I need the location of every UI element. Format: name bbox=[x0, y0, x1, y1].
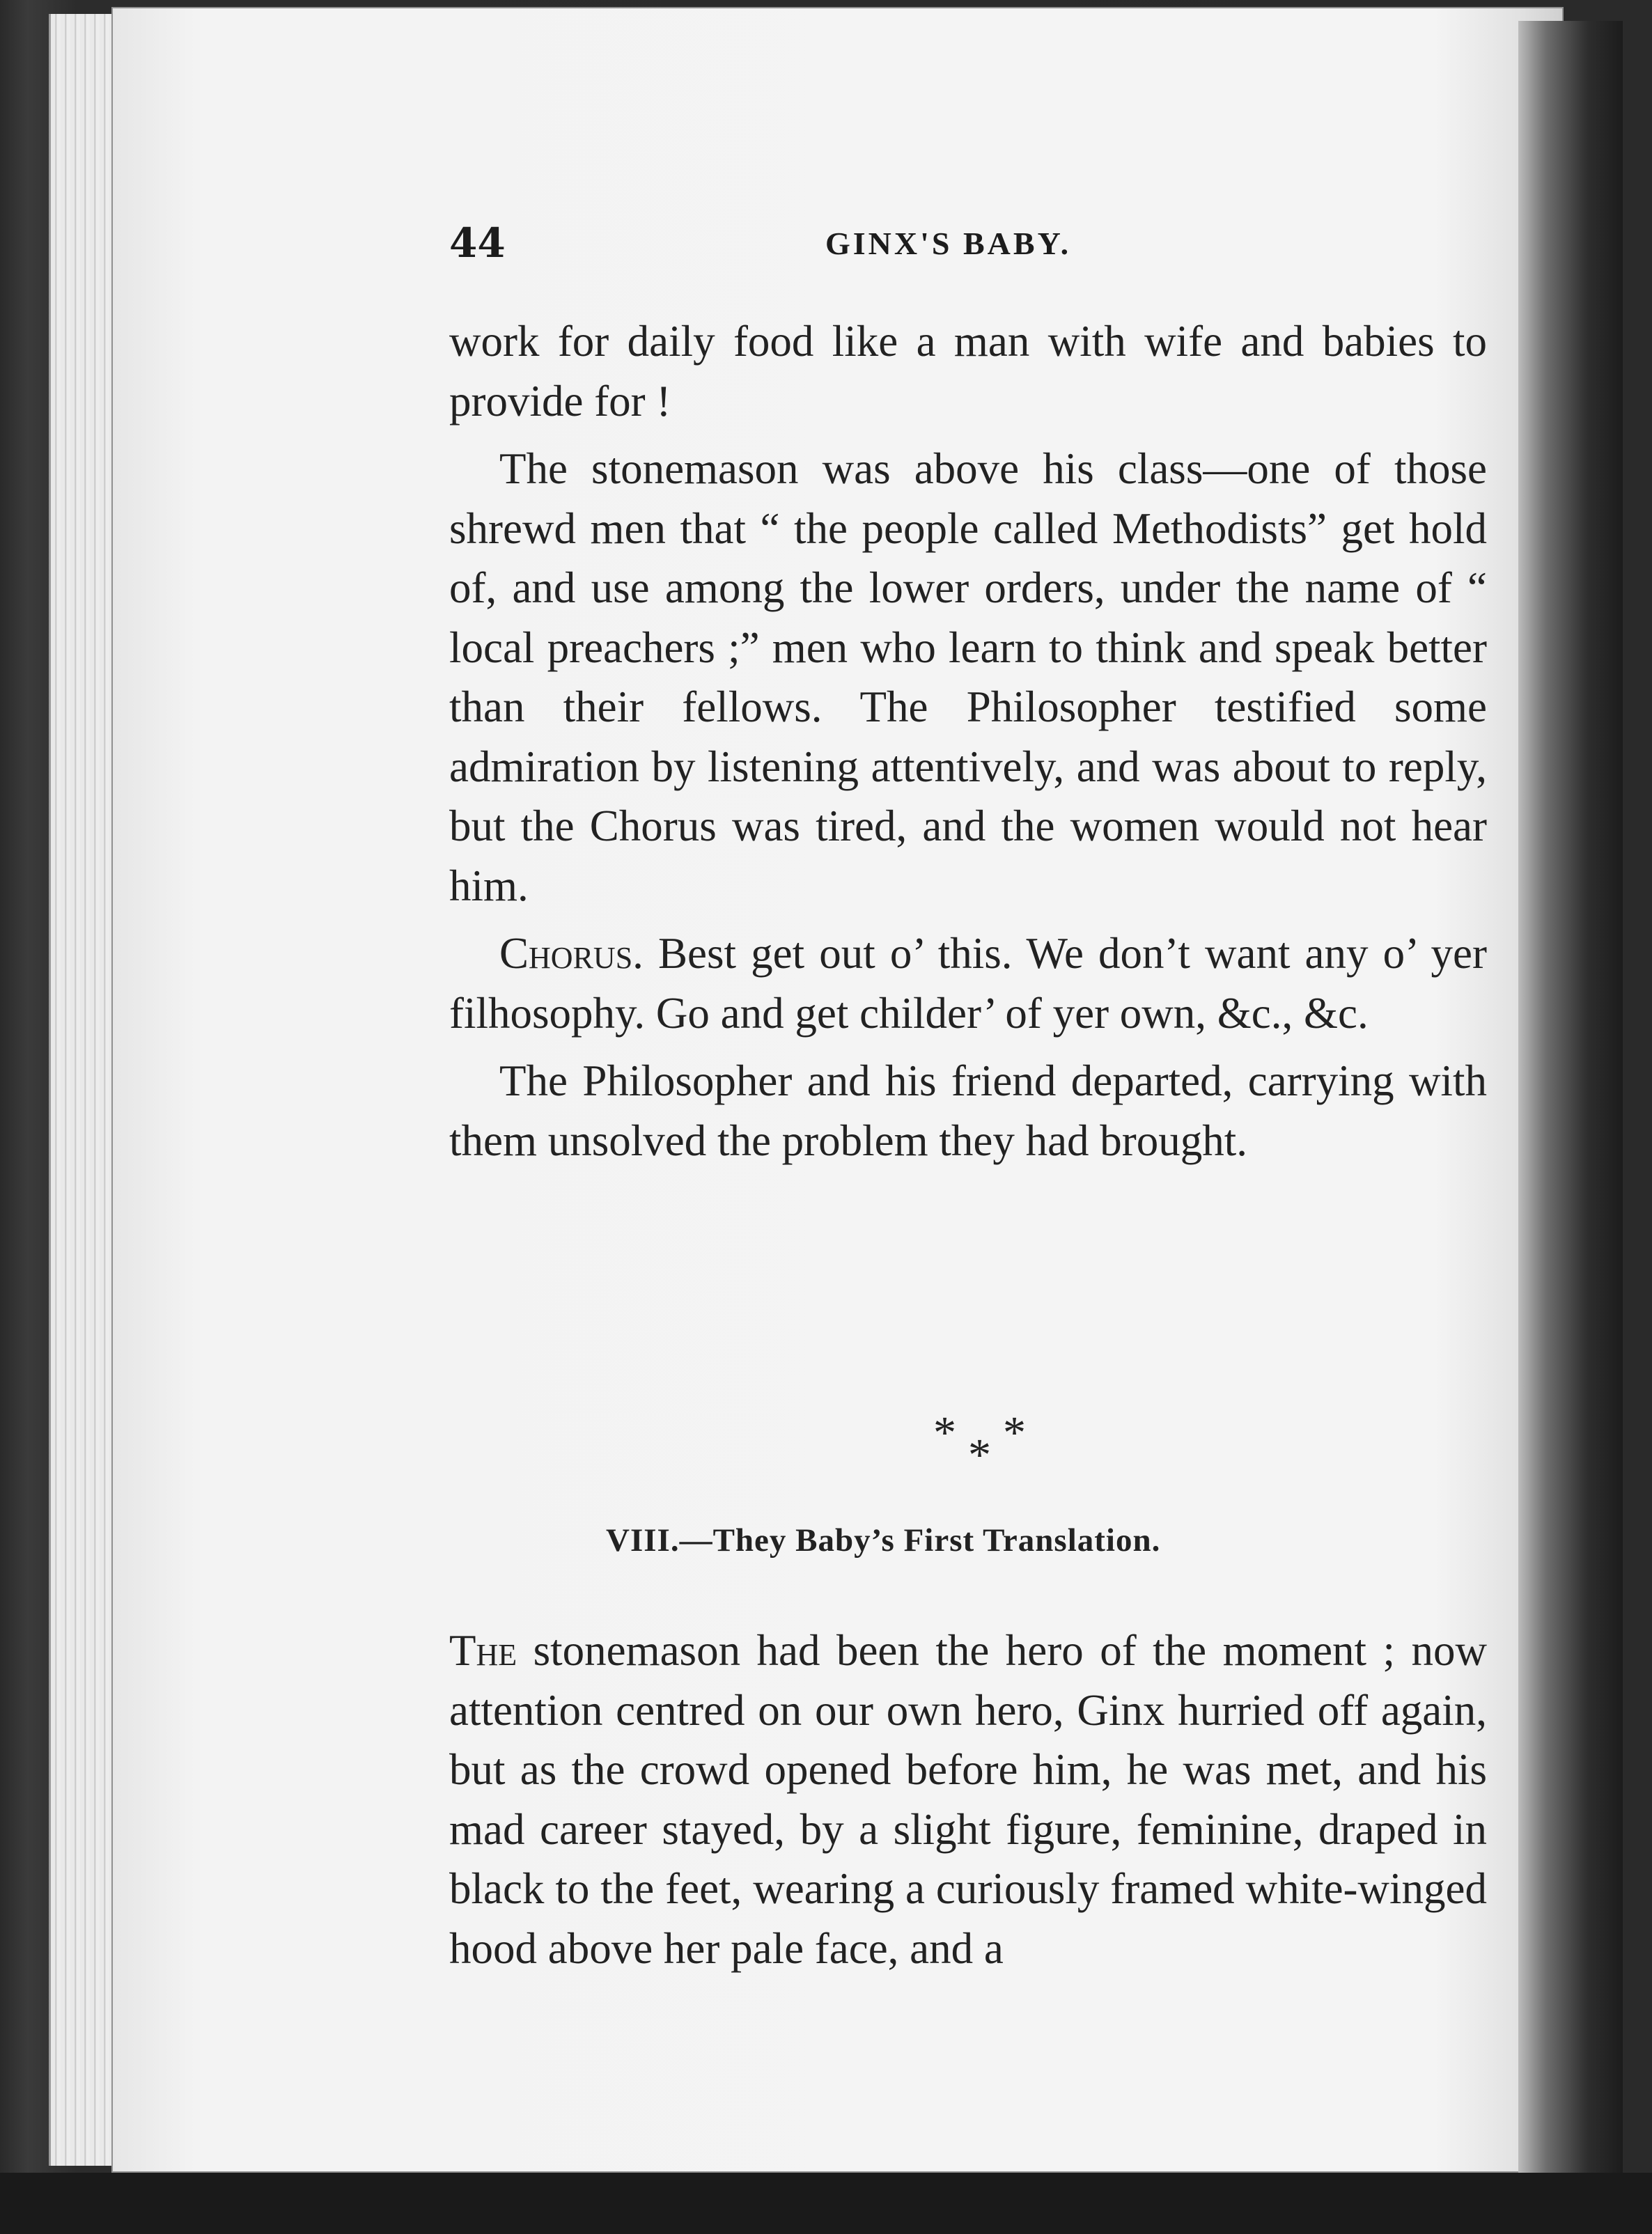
paragraph-4: The Philosopher and his friend departed, carrying with them unsolved the problem they had brought. bbox=[449, 1056, 1487, 1165]
section-heading: VIII.—They Baby’s First Translation. bbox=[606, 1522, 1161, 1559]
asterism-star: * bbox=[1003, 1407, 1026, 1458]
body-text-top bbox=[449, 312, 1487, 1171]
gutter-shadow bbox=[1518, 21, 1623, 2180]
running-title: GINX'S BABY. bbox=[825, 226, 1072, 261]
running-head bbox=[449, 219, 1487, 275]
paragraph-2: The stonemason was above his class—one of those shrewd men that “ the people called Methodists” get hold of, and use among the lower orders, under the name of “ local preachers ;” men who learn to think and speak better than their fellows. The Philosopher testified some admiration by listening attentively, and was about to reply, but the Chorus was tired, and the women would not hear him. bbox=[449, 444, 1487, 910]
bottom-shadow bbox=[0, 2173, 1652, 2234]
section-paragraph bbox=[449, 1621, 1487, 1978]
asterism-star: * bbox=[968, 1430, 991, 1481]
chorus-speech: Best get out o’ this. We don’t want any o’ yer filhosophy. Go and get childer’ of yer own, &c., &c. bbox=[449, 929, 1487, 1038]
page-number: 44 bbox=[449, 219, 506, 267]
paragraph-3 bbox=[449, 924, 1487, 1043]
speaker-chorus: Chorus. bbox=[499, 929, 644, 978]
asterism-star: * bbox=[933, 1407, 956, 1458]
body-text-section bbox=[449, 1621, 1487, 1978]
paragraph-1: work for daily food like a man with wife and babies to provide for ! bbox=[449, 317, 1487, 425]
section-lead-word: The bbox=[449, 1626, 517, 1675]
asterism bbox=[933, 1407, 1059, 1490]
section-text: stonemason had been the hero of the moment ; now attention centred on our own hero, Ginx hurried off again, but as the crowd opened before him, he was met, and his mad career stayed, by a slight figure, feminine, draped in black to the feet, wearing a curiously framed white-winged hood above her pale face, and a bbox=[449, 1626, 1487, 1973]
